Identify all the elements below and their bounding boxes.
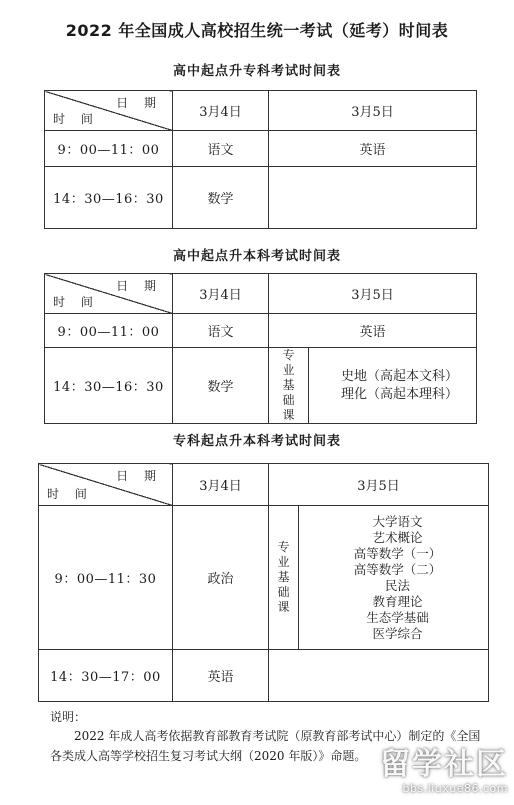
subject-cell: 英语	[269, 314, 477, 348]
table-row	[45, 314, 477, 348]
list-item: 大学语文	[372, 513, 423, 529]
time-label: 时 间	[53, 295, 99, 309]
time-cell: 9：00—11：30	[39, 506, 173, 650]
date-label: 日 期	[116, 96, 162, 110]
subject-cell: 数学	[173, 348, 269, 424]
subject-cell: 政治	[173, 506, 269, 650]
time-cell: 14：30—16：30	[45, 167, 173, 229]
date-label: 日 期	[116, 279, 162, 293]
list-item: 生态学基础	[366, 609, 429, 625]
header-diagonal-cell	[45, 91, 173, 131]
table-row	[39, 650, 489, 702]
category-label: 专业基础课	[277, 540, 290, 614]
list-item: 教育理论	[372, 593, 423, 609]
time-cell: 14：30—16：30	[45, 348, 173, 424]
list-item: 医学综合	[372, 625, 423, 641]
category-cell	[269, 348, 309, 424]
time-cell: 14：30—17：00	[39, 650, 173, 702]
time-label: 时 间	[53, 112, 99, 126]
list-item: 艺术概论	[372, 529, 423, 545]
table-row	[39, 464, 489, 506]
date-label: 日 期	[116, 469, 162, 483]
header-diagonal-cell	[39, 464, 173, 506]
subject-cell	[269, 167, 477, 229]
table3-subtitle: 专科起点升本科考试时间表	[172, 434, 341, 449]
subject-cell: 数学	[173, 167, 269, 229]
table-row	[45, 348, 477, 424]
subject-cell: 英语	[269, 131, 477, 167]
table-row	[45, 91, 477, 131]
watermark	[380, 748, 508, 795]
table1	[44, 90, 477, 229]
day2-header: 3月5日	[269, 464, 489, 506]
list-item: 高等数学（一）	[353, 545, 442, 561]
list-item: 高等数学（二）	[353, 561, 442, 577]
time-cell: 9：00—11：00	[45, 314, 173, 348]
subject-list-cell	[299, 506, 489, 650]
table-row	[45, 167, 477, 229]
list-item: 理化（高起本理科）	[341, 386, 459, 402]
day1-header: 3月4日	[173, 274, 269, 314]
subject-cell: 语文	[173, 314, 269, 348]
watermark-logo-text: 留学社区	[380, 747, 508, 782]
watermark-url: bbs.liuxue86.com	[402, 782, 508, 795]
day1-header: 3月4日	[173, 464, 269, 506]
category-label: 专业基础课	[282, 348, 295, 422]
time-label: 时 间	[47, 487, 93, 501]
list-item: 史地（高起本文科）	[341, 368, 459, 384]
subject-cell	[269, 650, 489, 702]
list-item: 民法	[385, 577, 411, 593]
day1-header: 3月4日	[173, 91, 269, 131]
note-label: 说明：	[50, 710, 87, 724]
table2	[44, 273, 477, 424]
table-row	[39, 506, 489, 650]
table2-subtitle: 高中起点升本科考试时间表	[172, 249, 341, 264]
table1-subtitle: 高中起点升专科考试时间表	[172, 64, 341, 79]
note-text: 2022 年成人高考依据教育部教育考试院（原教育部考试中心）制定的《全国各类成人高等学校招生复习考试大纲（2020 年版）》命题。	[50, 729, 481, 763]
subject-list-cell	[309, 348, 477, 424]
category-cell	[269, 506, 299, 650]
subject-cell: 英语	[173, 650, 269, 702]
table3	[38, 463, 489, 702]
page-title: 2022 年全国成人高校招生统一考试（延考）时间表	[65, 21, 449, 40]
time-cell: 9：00—11：00	[45, 131, 173, 167]
table-row	[45, 274, 477, 314]
table-row	[45, 131, 477, 167]
day2-header: 3月5日	[269, 91, 477, 131]
day2-header: 3月5日	[269, 274, 477, 314]
header-diagonal-cell	[45, 274, 173, 314]
subject-cell: 语文	[173, 131, 269, 167]
